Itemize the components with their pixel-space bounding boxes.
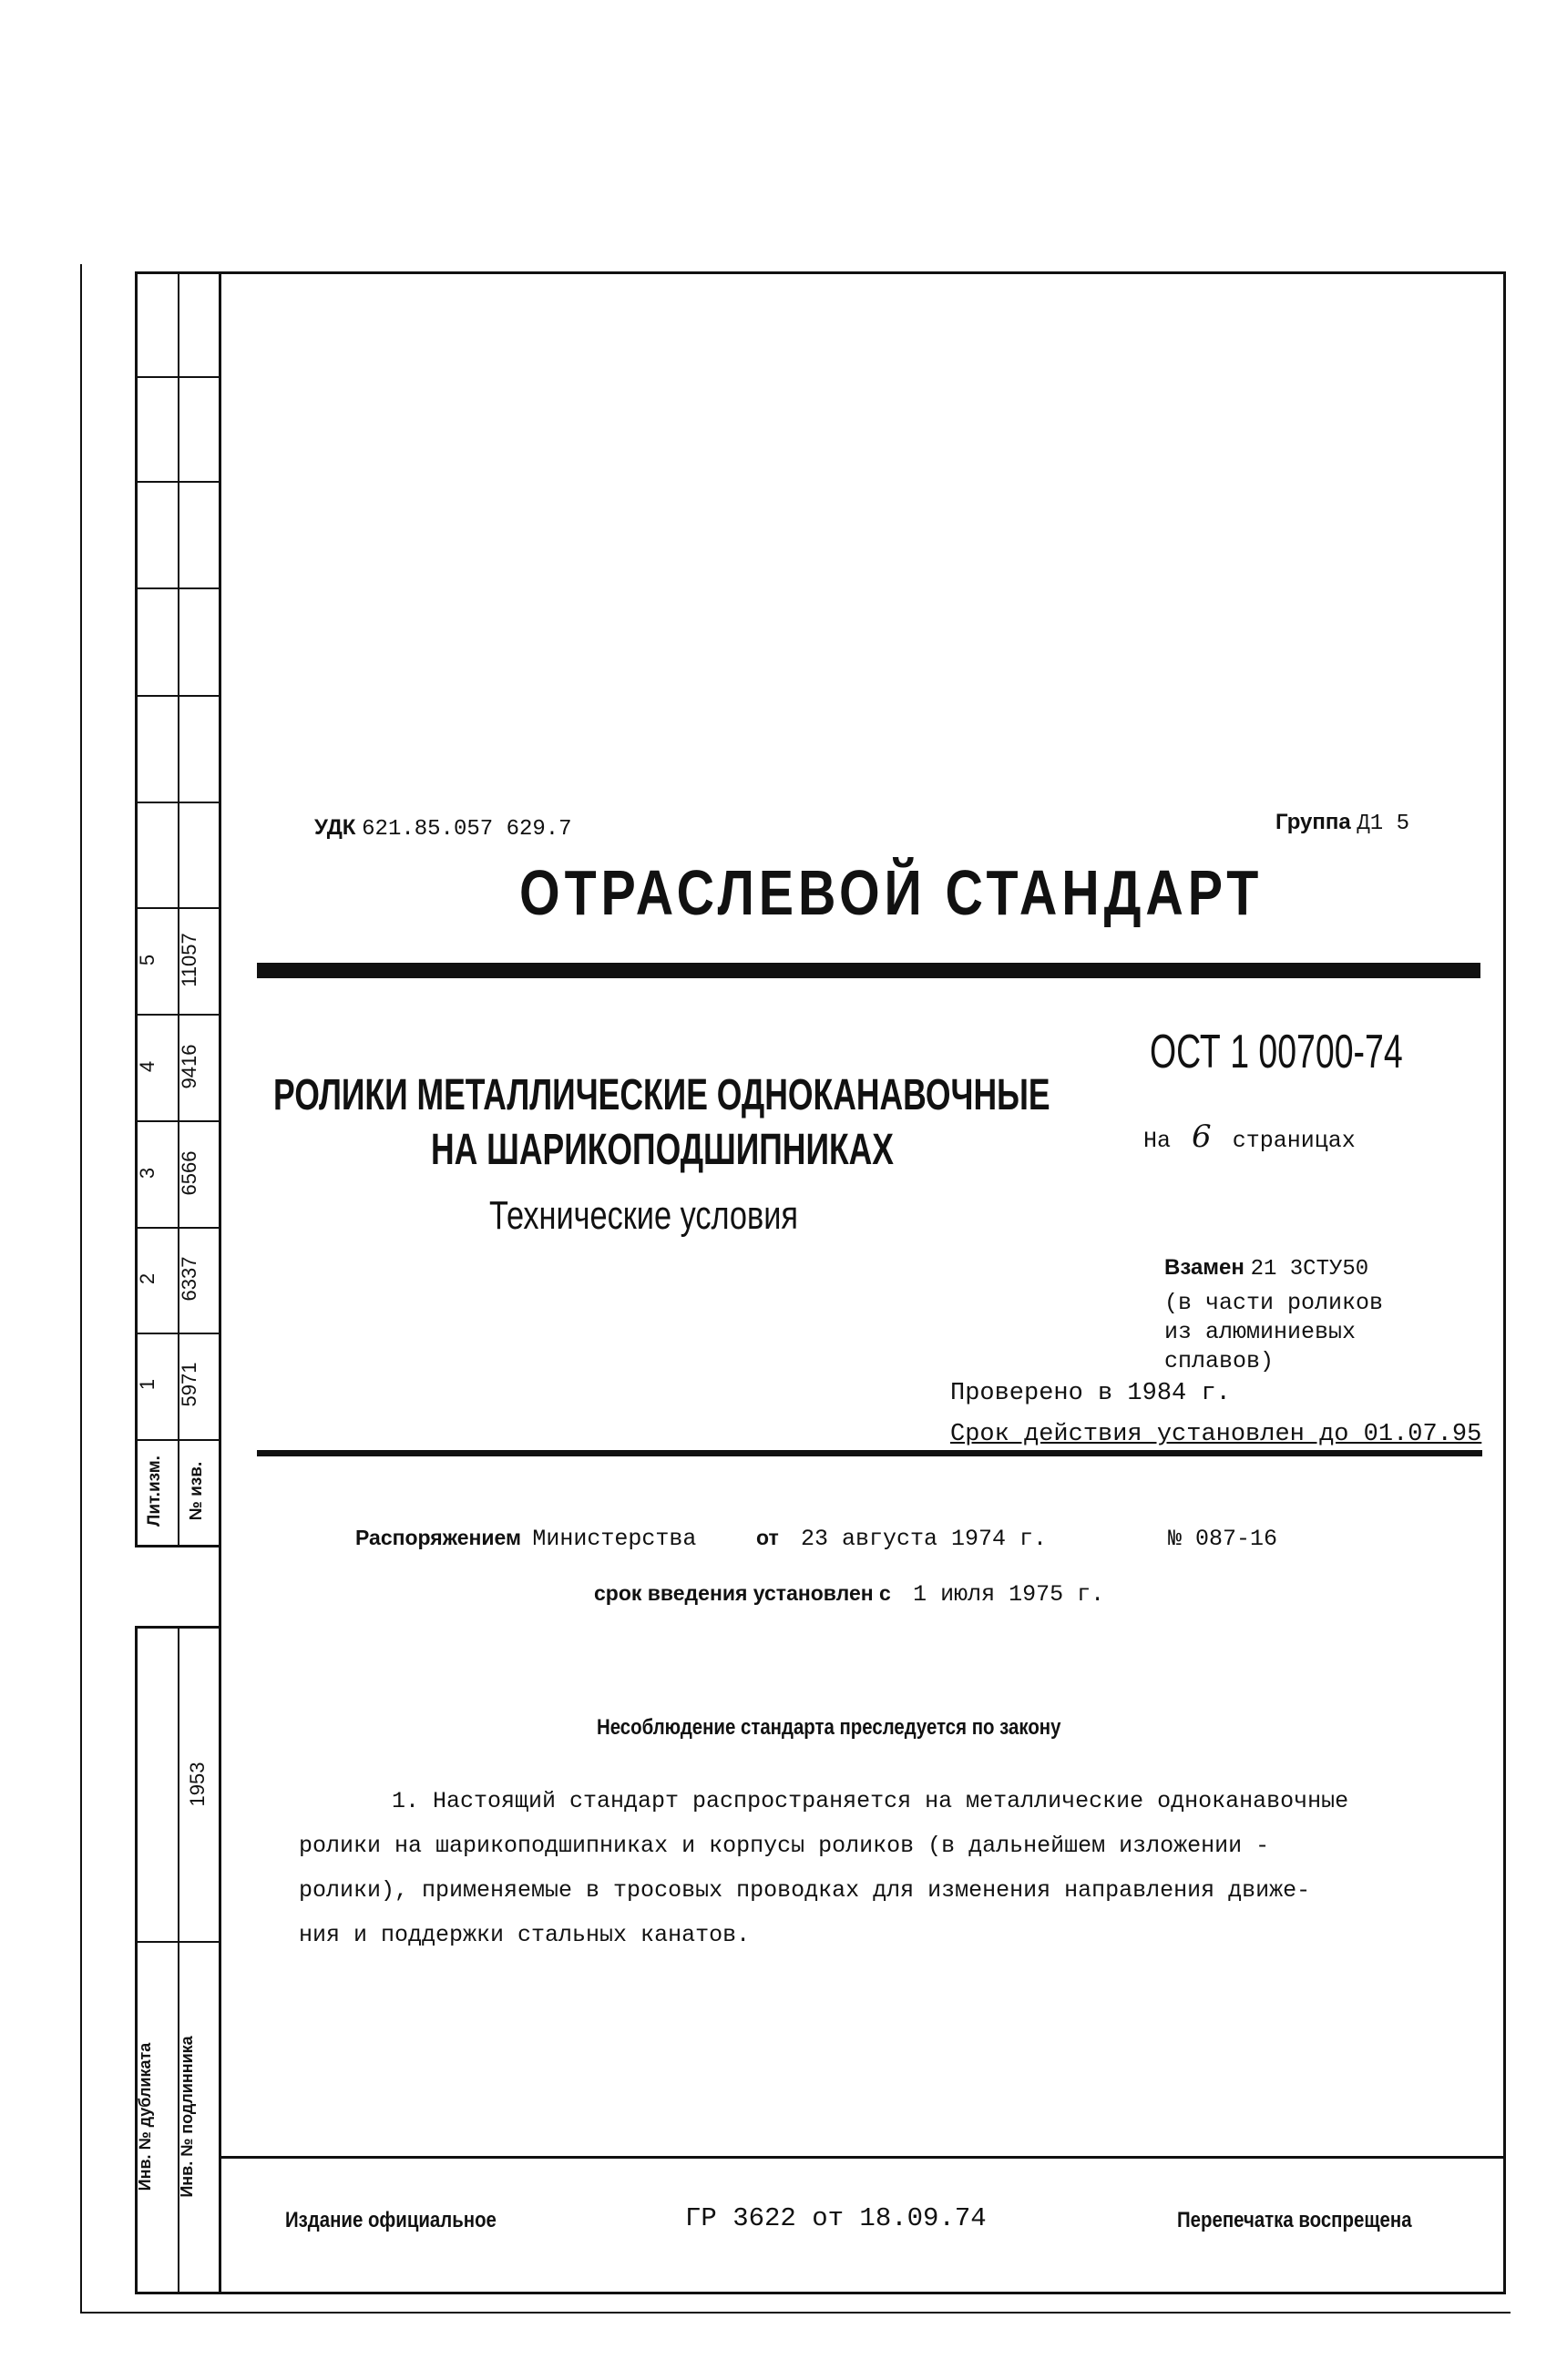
stamp-izv-3: 6566: [178, 1150, 200, 1196]
replaces-label: Взамен: [1164, 1255, 1244, 1280]
effective-date: 1 июля 1975 г.: [913, 1581, 1105, 1608]
stamp-izv-5: 11057: [178, 933, 200, 987]
document-title: ОТРАСЛЕВОЙ СТАНДАРТ: [519, 857, 1264, 928]
footer-gr: ГР 3622 от 18.09.74: [685, 2203, 987, 2233]
order-number: № 087-16: [1168, 1526, 1278, 1552]
paragraph-1-line-2: ролики на шарикоподшипниках и корпусы роликов (в дальнейшем изложении -: [299, 1833, 1270, 1859]
footer-reprint: Перепечатка воспрещена: [1177, 2208, 1412, 2232]
group-label: Группа: [1275, 810, 1351, 834]
group: [1275, 810, 1409, 836]
pages-suffix: страницах: [1232, 1128, 1356, 1154]
effective-line: [594, 1581, 1104, 1608]
replaces-note-1: (в части роликов: [1164, 1290, 1384, 1316]
stamp-lit-5: 5: [136, 954, 159, 966]
replaces: [1164, 1255, 1368, 1282]
replaces-note-3: сплавов): [1164, 1348, 1275, 1374]
stamp-header-izv: № изв.: [187, 1461, 206, 1521]
stamp-izv-2: 6337: [178, 1256, 200, 1302]
stamp-original-inv-label: Инв. № подлинника: [178, 2036, 196, 2198]
group-value: Д1 5: [1357, 812, 1410, 836]
validity-note: Срок действия установлен до 01.07.95: [950, 1421, 1482, 1448]
stamp-lit-1: 1: [136, 1378, 159, 1391]
order-label: Распоряжением: [355, 1526, 522, 1549]
legal-warning: Несоблюдение стандарта преследуется по закону: [597, 1715, 1061, 1740]
stamp-lit-4: 4: [136, 1060, 159, 1073]
stamp-original-number: 1953: [186, 1762, 209, 1807]
stamp-duplicate-inv-label: Инв. № дубликата: [136, 2042, 154, 2191]
paragraph-1-line-1: 1. Настоящий стандарт распространяется на металлические одноканавочные: [392, 1788, 1349, 1814]
stamp-izv-1: 5971: [178, 1362, 200, 1407]
stamp-lit-3: 3: [136, 1167, 159, 1180]
pages-prefix: На: [1143, 1128, 1172, 1154]
pages-count: 6: [1192, 1118, 1212, 1155]
order-date-prefix: от: [756, 1526, 779, 1549]
replaces-value: 21 3СТУ50: [1250, 1257, 1369, 1282]
standard-name-line1: РОЛИКИ МЕТАЛЛИЧЕСКИЕ ОДНОКАНАВОЧНЫЕ: [273, 1071, 1050, 1119]
stamp-izv-4: 9416: [178, 1044, 200, 1089]
pages-info: [1143, 1118, 1356, 1155]
order-date-value: 23 августа 1974 г.: [801, 1526, 1048, 1552]
order-line: [355, 1526, 696, 1552]
standard-name-line2: НА ШАРИКОПОДШИПНИКАХ: [431, 1126, 894, 1174]
order-date: [756, 1526, 1047, 1552]
title-rule: [257, 963, 1480, 978]
replaces-note-2: из алюминиевых: [1164, 1319, 1357, 1345]
udk: [314, 815, 572, 842]
effective-label: срок введения установлен с: [594, 1581, 891, 1605]
standard-subtitle: Технические условия: [489, 1193, 799, 1238]
order-issuer: Министерства: [532, 1526, 697, 1552]
validity-rule: [257, 1450, 1482, 1456]
udk-label: УДК: [314, 815, 356, 840]
footer-edition: Издание официальное: [285, 2208, 497, 2232]
stamp-header-lit: Лит.изм.: [145, 1456, 164, 1527]
udk-value: 621.85.057 629.7: [362, 817, 572, 842]
standard-code: ОСТ 1 00700-74: [1150, 1026, 1403, 1078]
paragraph-1-line-3: ролики), применяемые в тросовых проводках для изменения направления движе-: [299, 1877, 1311, 1904]
checked-note: Проверено в 1984 г.: [950, 1380, 1231, 1407]
paragraph-1-line-4: ния и поддержки стальных канатов.: [299, 1922, 751, 1948]
stamp-lit-2: 2: [136, 1272, 159, 1285]
